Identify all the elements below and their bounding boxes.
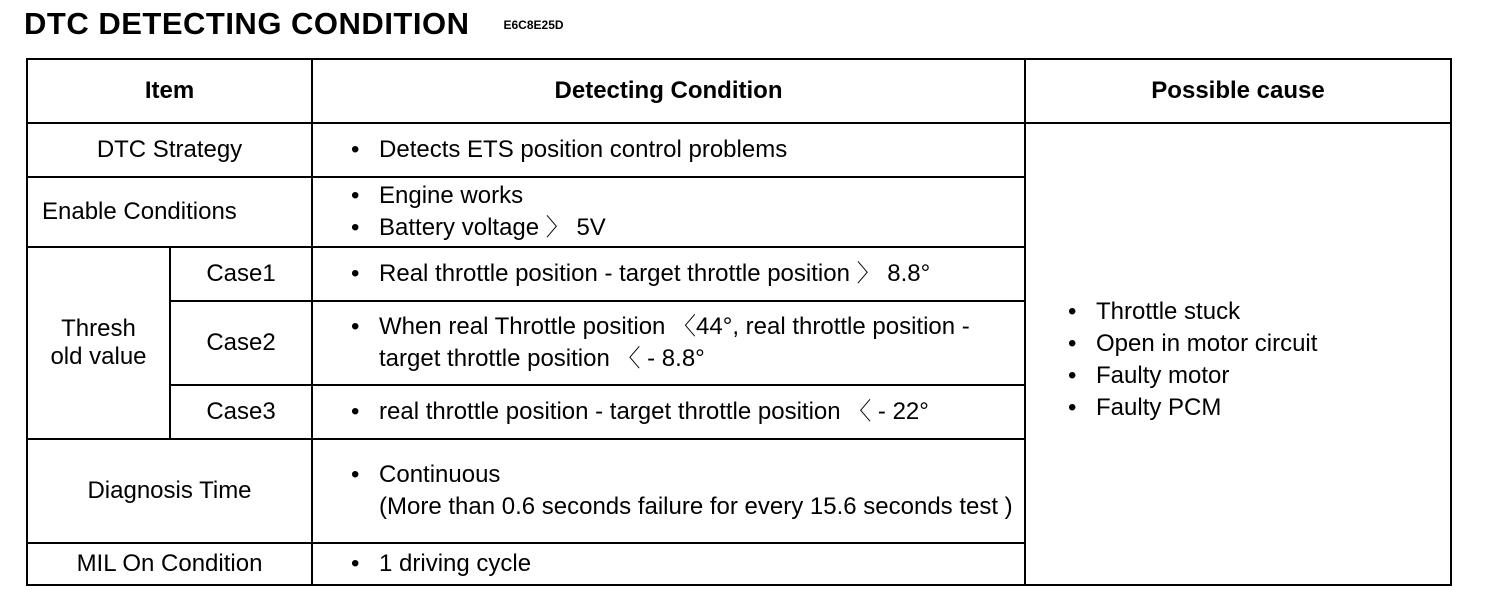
condition-cell-strategy — [312, 123, 1025, 177]
diagnosis-item-text: Continuous — [379, 461, 501, 488]
page-title: DTC DETECTING CONDITION — [24, 6, 470, 41]
list-item: • 1 driving cycle — [351, 548, 1014, 580]
condition-cell-case2 — [312, 301, 1025, 385]
row-label-diagnosis: Diagnosis Time — [27, 439, 312, 543]
column-header-item: Item — [27, 59, 312, 123]
condition-list-enable — [351, 180, 1014, 244]
condition-list-strategy — [351, 134, 1014, 166]
table-row-strategy — [27, 123, 1451, 177]
list-item: • Faulty PCM — [1068, 392, 1450, 424]
diagnosis-note: (More than 0.6 seconds failure for every 15.6 seconds test ) — [379, 493, 1013, 520]
row-label-threshold: Thresh old value — [27, 247, 170, 439]
condition-list-mil — [351, 548, 1014, 580]
condition-cell-mil — [312, 543, 1025, 585]
condition-cell-case1 — [312, 247, 1025, 301]
document-code: E6C8E25D — [503, 18, 564, 32]
column-header-cause: Possible cause — [1025, 59, 1451, 123]
case-label-2: Case2 — [170, 301, 312, 385]
list-item: • Engine works — [351, 180, 1014, 212]
list-item: • Open in motor circuit — [1068, 328, 1450, 360]
case-label-1: Case1 — [170, 247, 312, 301]
list-item: • When real Throttle position 〈44°, real throttle position - target throttle position 〈 - 8.8° — [351, 311, 1014, 375]
list-item: • Faulty motor — [1068, 360, 1450, 392]
list-item — [351, 459, 1014, 523]
possible-cause-list — [1068, 296, 1450, 424]
row-label-enable: Enable Conditions — [27, 177, 312, 247]
list-item: • Battery voltage 〉 5V — [351, 212, 1014, 244]
condition-cell-diagnosis — [312, 439, 1025, 543]
list-item: • Throttle stuck — [1068, 296, 1450, 328]
list-item: • real throttle position - target throttle position 〈 - 22° — [351, 396, 1014, 428]
case-label-3: Case3 — [170, 385, 312, 439]
condition-list-case1 — [351, 258, 1014, 290]
row-label-mil: MIL On Condition — [27, 543, 312, 585]
dtc-table — [26, 58, 1452, 586]
table-header-row — [27, 59, 1451, 123]
list-item: • Real throttle position - target throttle position 〉 8.8° — [351, 258, 1014, 290]
title-row — [24, 2, 564, 46]
row-label-strategy: DTC Strategy — [27, 123, 312, 177]
condition-list-case2 — [351, 311, 1014, 375]
possible-cause-cell — [1025, 123, 1451, 585]
column-header-condition: Detecting Condition — [312, 59, 1025, 123]
list-item: • Detects ETS position control problems — [351, 134, 1014, 166]
condition-cell-enable — [312, 177, 1025, 247]
condition-list-case3 — [351, 396, 1014, 428]
condition-list-diagnosis — [351, 459, 1014, 523]
condition-cell-case3 — [312, 385, 1025, 439]
